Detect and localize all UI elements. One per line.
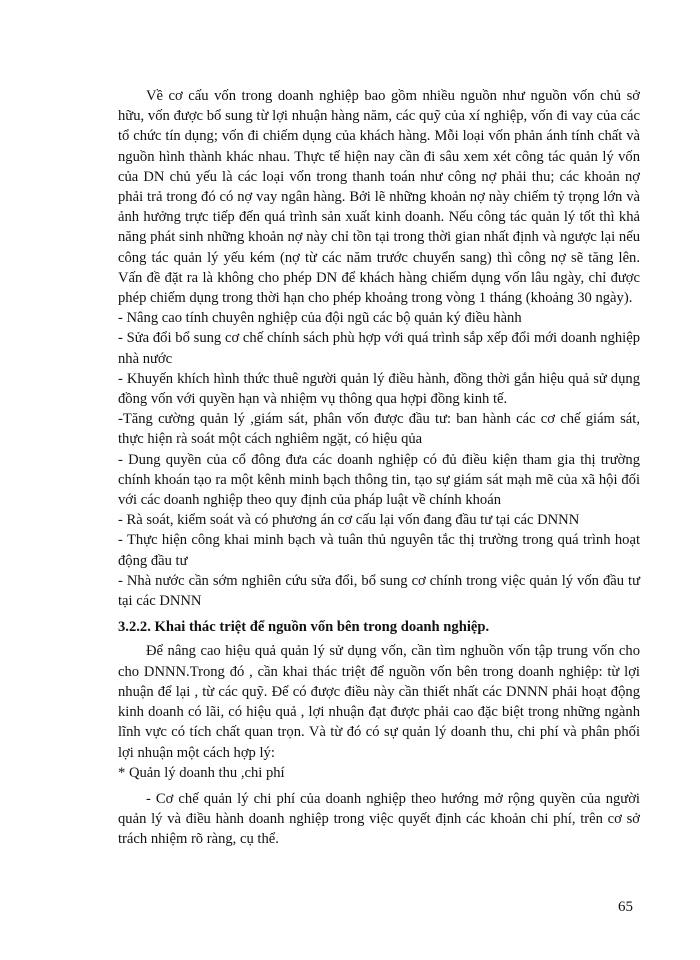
section-heading: 3.2.2. Khai thác triệt để nguồn vốn bên trong doanh nghiệp. xyxy=(118,619,490,636)
bullet-item: - Nhà nước cần sớm nghiên cứu sửa đổi, bổ sung cơ chính trong việc quản lý vốn đầu tư tại các DNNN xyxy=(118,572,640,610)
final-paragraph: - Cơ chế quản lý chi phí của doanh nghiệp theo hướng mở rộng quyền của người quản lý và điều hành doanh nghiệp trong việc quyết định các khoản chi phí, trên cơ sở trách nhiệm rõ ràng, cụ thể. xyxy=(118,790,640,848)
bullet-item: - Sửa đổi bổ sung cơ chế chính sách phù hợp với quá trình sắp xếp đổi mới doanh nghiệp nhà nước xyxy=(118,330,640,367)
bullet-item: - Thực hiện công khai minh bạch và tuân thủ nguyên tắc thị trường trong quá trình hoạt động đầu tư xyxy=(118,532,640,569)
bullet-item: - Dung quyền của cổ đông đưa các doanh nghiệp có đủ điều kiện tham gia thị trường chính khoán tạo ra một kênh minh bạch thông tin, tạo sự giám sát mạh mẽ của xã hội đối với các doanh nghiệp theo quy định của pháp luật về chính khoán xyxy=(118,451,640,509)
bullet-item: -Tăng cường quản lý ,giám sát, phân vốn được đầu tư: ban hành các cơ chế giám sát, thực hiện rà soát một cách nghiêm ngặt, có hiệu qủa xyxy=(118,411,640,448)
intro-paragraph: Về cơ cấu vốn trong doanh nghiệp bao gồm nhiều nguồn như nguồn vốn chủ sở hữu, vốn được bổ sung từ lợi nhuận hàng năm, các quỹ của xí nghiệp, vốn đi vay của các tổ chức tín dụng; vốn đi chiếm dụng của khách hàng. Mỗi loại vốn phản ánh tính chất và nguồn hình thành khác nhau. Thực tế hiện nay cần đi sâu xem xét công tác quản lý vốn của DN chủ yếu là các loại vốn trong thanh toán như công nợ phải thu; các khoản nợ phải trả trong đó có nợ vay ngân hàng. Bởi lẽ những khoản nợ này chiếm tỷ trọng lớn và ảnh hưởng trực tiếp đến quá trình sản xuất kinh doanh. Nếu công tác quản lý tốt thì khả năng phát sinh những khoản nợ này chỉ tồn tại trong thời gian nhất định và ngược lại nếu công tác quản lý yếu kém (nợ từ các năm trước chuyển sang) thì công nợ sẽ tăng lên. Vấn đề đặt ra là không cho phép DN để khách hàng chiếm dụng vốn lâu ngày, chỉ được phép chiếm dụng trong thời hạn cho phép khoảng trong vòng 1 tháng (khoảng 30 ngày). xyxy=(118,88,640,307)
page-content xyxy=(118,86,640,850)
bullet-item: - Nâng cao tính chuyên nghiệp của đội ngũ các bộ quản ký điều hành xyxy=(118,310,522,327)
subheading: * Quản lý doanh thu ,chi phí xyxy=(118,764,285,781)
bullet-item: - Khuyến khích hình thức thuê người quản lý điều hành, đồng thời gắn hiệu quả sử dụng đồng vốn với quyền hạn và nhiệm vụ thông qua hợpi đồng kinh tế. xyxy=(118,370,640,408)
section-body-paragraph: Để nâng cao hiệu quả quản lý sử dụng vốn, cần tìm nghuồn vốn tập trung vốn cho cho DNNN.Trong đó , cần khai thác triệt để nguồn vốn bên trong doanh nghiệp: từ lợi nhuận để lại , từ các quỹ. Để có được điều này cần thiết nhất các DNNN phải hoạt động kinh doanh có lãi, có hiệu quả , lợi nhuận đạt được phải cao đặc biệt trong những ngành lĩnh vực có tích chất quan trọn. Và từ đó có sự quản lý doanh thu, chi phí và phân phối lợi nhuận một cách hợp lý: xyxy=(118,643,640,761)
page-number: 65 xyxy=(618,899,633,915)
bullet-item: - Rà soát, kiểm soát và có phương án cơ cấu lại vốn đang đầu tư tại các DNNN xyxy=(118,512,580,529)
